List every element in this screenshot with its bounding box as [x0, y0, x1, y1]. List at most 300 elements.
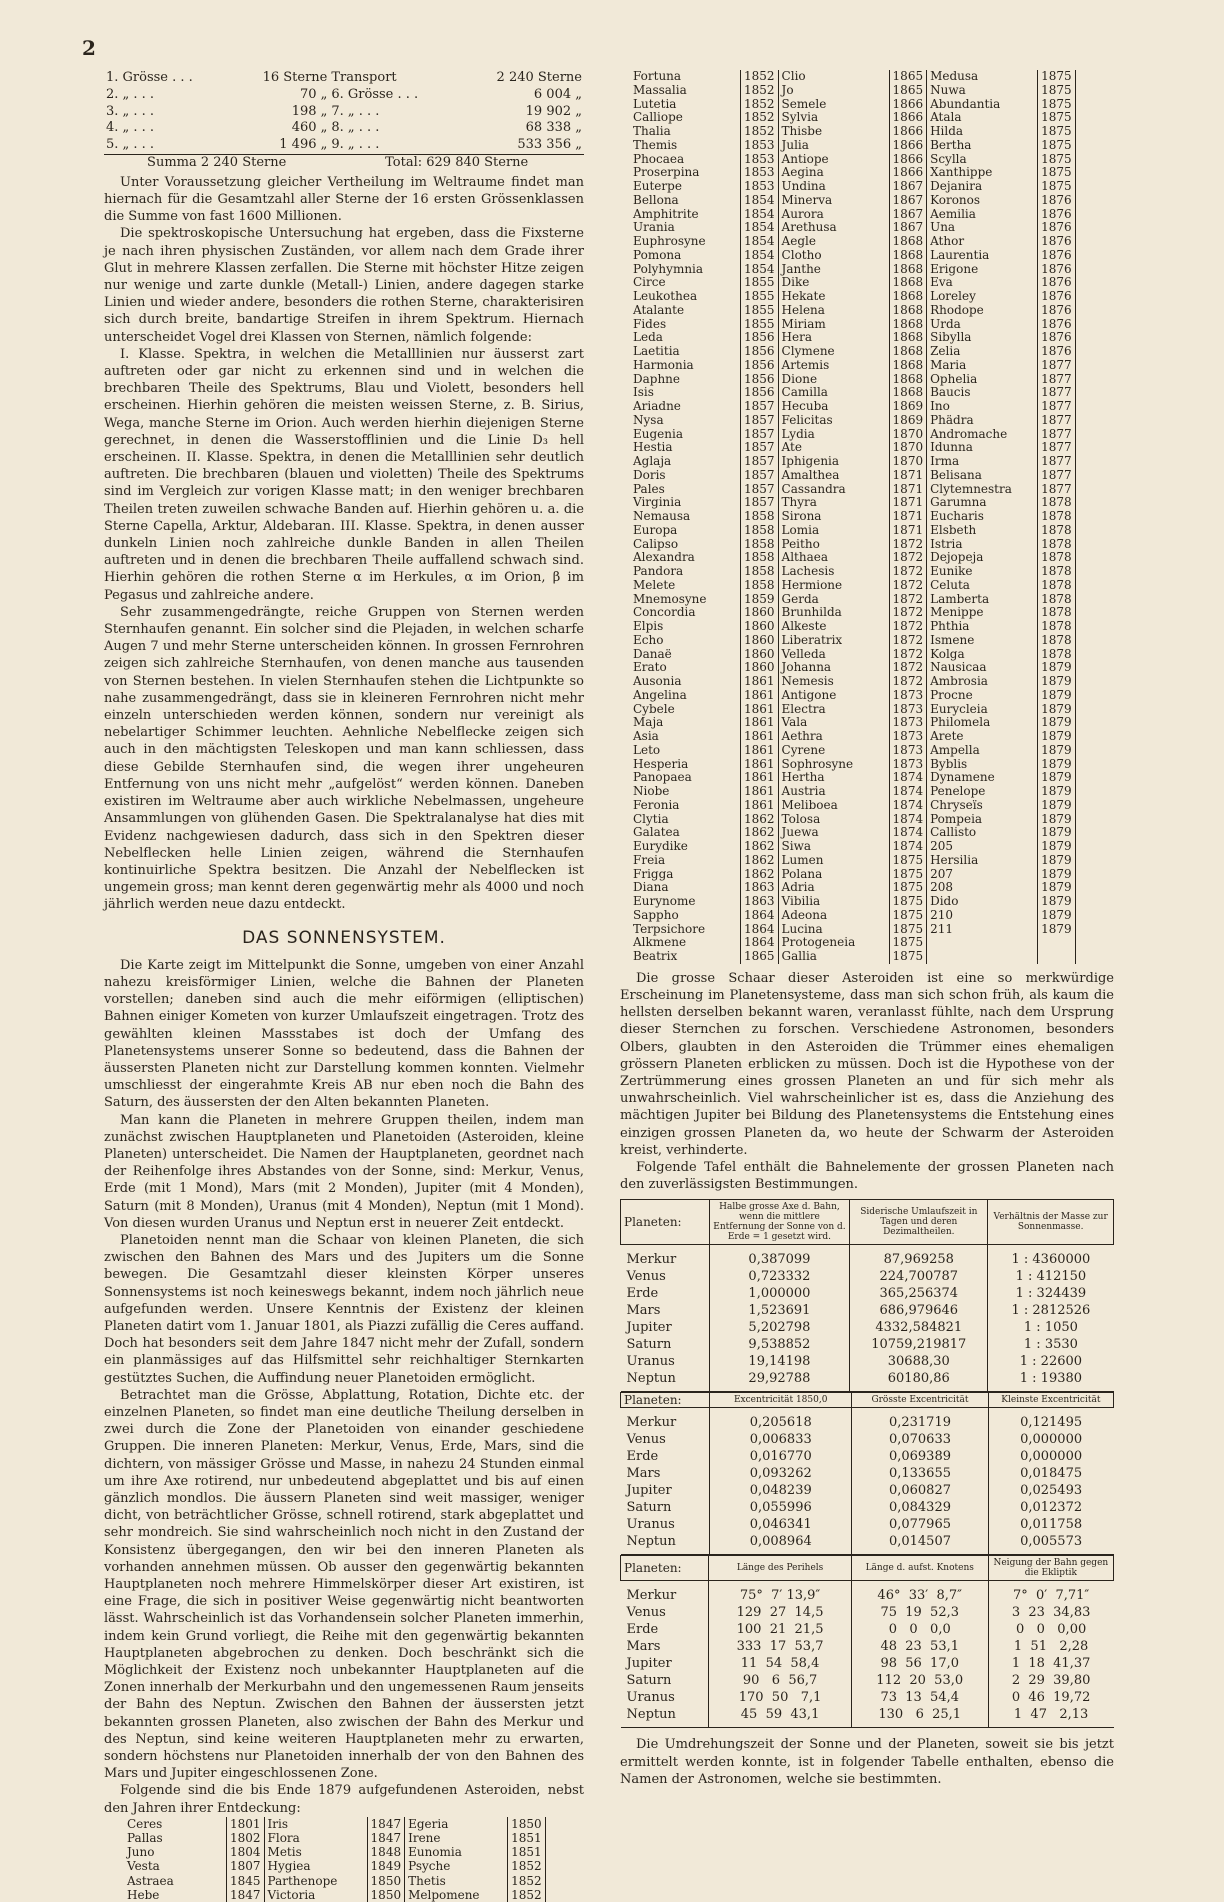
- asteroid-year: 1861: [741, 730, 779, 744]
- asteroid-name: Pales: [633, 481, 665, 496]
- planet-name: Erde: [626, 1622, 659, 1638]
- table-value: 1 47 2,13: [988, 1706, 1113, 1728]
- asteroid-year: 1867: [889, 221, 927, 235]
- asteroid-year: 1876: [1038, 318, 1076, 332]
- asteroid-name: Diana: [633, 880, 669, 895]
- asteroid-row: [630, 661, 1075, 675]
- solar-system-text: [104, 957, 584, 1817]
- asteroid-name: Garumna: [930, 495, 987, 510]
- asteroid-name: Calipso: [633, 536, 679, 551]
- asteroid-name: Semele: [781, 96, 827, 111]
- asteroid-year: 1879: [1038, 909, 1076, 923]
- magnitude-cell: 19 902 „: [525, 103, 582, 119]
- asteroid-row: [630, 854, 1075, 868]
- asteroid-year: 1879: [1038, 881, 1076, 895]
- table-value: 0,000000: [988, 1431, 1113, 1448]
- asteroid-name: Bertha: [930, 137, 972, 152]
- asteroid-year: 1855: [741, 304, 779, 318]
- asteroid-name: 211: [930, 921, 953, 936]
- asteroid-row: [630, 551, 1075, 565]
- asteroid-year: 1852: [741, 125, 779, 139]
- asteroid-row: [630, 813, 1075, 827]
- asteroid-row: [630, 634, 1075, 648]
- asteroid-name: Ausonia: [633, 674, 682, 688]
- asteroid-name: Echo: [633, 632, 664, 647]
- asteroid-year: 1868: [889, 304, 927, 318]
- asteroid-year: 1850: [367, 1888, 405, 1902]
- asteroid-name: Leto: [633, 742, 661, 757]
- asteroid-name: Ino: [930, 399, 950, 413]
- asteroid-name: Lutetia: [633, 96, 677, 111]
- asteroid-year: 1877: [1038, 359, 1076, 373]
- table-value: 10759,219817: [850, 1336, 988, 1353]
- asteroid-year: 1874: [889, 840, 927, 854]
- table-value: 29,92788: [709, 1370, 850, 1392]
- magnitude-sum: Summa 2 240 Sterne: [104, 154, 329, 171]
- asteroid-name: Laetitia: [633, 344, 680, 358]
- asteroid-year: 1860: [741, 620, 779, 634]
- asteroid-year: 1852: [741, 84, 779, 98]
- table-value: 1 : 4360000: [988, 1245, 1114, 1269]
- asteroid-name: Thalia: [633, 124, 671, 138]
- asteroid-year: 1871: [889, 496, 927, 510]
- table-row: [621, 1285, 1114, 1302]
- magnitude-cell: 5. „ . . .: [106, 137, 155, 153]
- asteroid-year: 1875: [1038, 180, 1076, 194]
- table-value: 0,231719: [852, 1408, 988, 1432]
- asteroid-year: 1876: [1038, 221, 1076, 235]
- asteroid-name: Fides: [633, 316, 667, 331]
- asteroid-name: Byblis: [930, 756, 968, 771]
- asteroid-name: Thisbe: [781, 124, 823, 138]
- table-value: 0,005573: [988, 1533, 1113, 1555]
- table-value: 0,205618: [710, 1408, 852, 1432]
- table-row: [621, 1302, 1114, 1319]
- asteroid-year: 1873: [889, 689, 927, 703]
- asteroid-year: 1871: [889, 469, 927, 483]
- asteroid-year: 1878: [1038, 593, 1076, 607]
- asteroid-name: Liberatrix: [781, 632, 843, 647]
- asteroid-name: Phädra: [930, 412, 974, 427]
- planet-name: Jupiter: [626, 1656, 672, 1672]
- asteroid-year: 1873: [889, 758, 927, 772]
- asteroid-year: 1868: [889, 290, 927, 304]
- asteroid-year: 1868: [889, 345, 927, 359]
- asteroid-name: Phthia: [930, 619, 970, 633]
- asteroid-year: 1869: [889, 414, 927, 428]
- table-value: 0,055996: [710, 1499, 852, 1516]
- asteroid-name: Baucis: [930, 385, 971, 400]
- asteroid-name: Ceres: [127, 1816, 163, 1831]
- magnitude-cell: 2. „ . . .: [106, 86, 155, 102]
- asteroid-name: Massalia: [633, 82, 687, 97]
- magnitude-cell: 3. „ . . .: [106, 103, 155, 119]
- table-header: Neigung der Bahn gegen die Ekliptik: [988, 1556, 1113, 1581]
- table-value: 0,070633: [852, 1431, 988, 1448]
- asteroid-year: 1878: [1038, 538, 1076, 552]
- asteroid-year: 1861: [741, 716, 779, 730]
- asteroid-name: Gallia: [781, 949, 817, 963]
- magnitude-cell: 460 „: [291, 120, 328, 136]
- paragraph: Man kann die Planeten in mehrere Gruppen theilen, indem man zunächst zwischen Hauptplaneten und Planetoiden (Asteroiden, kleine Planeten) unterscheidet. Die Namen der Hauptplaneten, geordnet nach der Reihenfolge ihres Abstandes von der Sonne, sind: Merkur, Venus, Erde (mit 1 Mond), Mars (mit 2 Monden), Jupiter (mit 4 Monden), Saturn (mit 8 Monden), Uranus (mit 4 Monden), Neptun (mit 1 Mond). Von diesen wurden Uranus und Neptun erst in neuerer Zeit entdeckt.: [104, 1112, 584, 1231]
- asteroid-name: Helena: [781, 302, 825, 317]
- asteroid-row: [630, 194, 1075, 208]
- asteroid-name: Angelina: [633, 687, 687, 702]
- asteroid-year: 1876: [1038, 331, 1076, 345]
- table-value: 98 56 17,0: [851, 1655, 988, 1672]
- table-value: 0,060827: [852, 1482, 988, 1499]
- table-header: Planeten:: [621, 1200, 710, 1245]
- magnitude-cell: Transport: [331, 70, 397, 85]
- asteroid-year: 1802: [227, 1831, 265, 1845]
- asteroid-year: 1871: [889, 483, 927, 497]
- asteroid-year: 1857: [741, 469, 779, 483]
- table-value: 11 54 58,4: [709, 1655, 851, 1672]
- asteroid-year: 1870: [889, 455, 927, 469]
- paragraph: Sehr zusammengedrängte, reiche Gruppen von Sternen werden Sternhaufen genannt. Ein solcher sind die Plejaden, in welchen scharfe Augen 7 und mehr Sterne unterscheiden können. In grossen Fernrohren zeigen sich zahlreiche Sternhaufen, von denen manche aus tausenden von Sternen bestehen. In vielen Sternhaufen stehen die Lichtpunkte so nahe zusammengedrängt, dass sie in kleineren Fernrohren nicht mehr einzeln unterschieden werden können, sondern nur vereinigt als nebelartiger Schimmer leuchten. Aehnliche Nebelflecke zeigen sich auch in den mächtigsten Teleskopen und man kann schliessen, dass diese Gebilde Sternhaufen sind, die wegen ihrer ungeheuren Entfernung von uns nicht mehr „aufgelöst“ werden können. Daneben existiren im Weltraume aber auch wirkliche Nebelmassen, ungeheure Ansammlungen von glühenden Gasen. Die Spektralanalyse hat dies mit Evidenz nachgewiesen dadurch, dass sich in den Spektren dieser Nebelflecken helle Linien zeigen, während die Sternhaufen kontinuirliche Spektra besitzen. Die Anzahl der Nebelflecken ist ungemein gross; man kennt deren gegenwärtig mehr als 4000 und noch jährlich werden neue dazu entdeckt.: [104, 604, 584, 913]
- asteroid-year: 1861: [741, 799, 779, 813]
- asteroid-year: 1851: [508, 1845, 546, 1859]
- asteroid-year: 1858: [741, 538, 779, 552]
- asteroid-row: [630, 826, 1075, 840]
- asteroid-row: [630, 950, 1075, 964]
- asteroid-row: [630, 414, 1075, 428]
- asteroid-year: 1879: [1038, 758, 1076, 772]
- asteroid-year: 1858: [741, 551, 779, 565]
- asteroid-year: 1854: [741, 249, 779, 263]
- table-row: [621, 1689, 1114, 1706]
- asteroid-year: 1879: [1038, 868, 1076, 882]
- asteroid-year: 1855: [741, 318, 779, 332]
- asteroid-year: 1850: [508, 1817, 546, 1831]
- asteroid-name: Circe: [633, 275, 666, 290]
- asteroid-name: Phocaea: [633, 151, 685, 166]
- asteroid-name: Calliope: [633, 110, 683, 125]
- asteroid-name: Johanna: [781, 660, 832, 675]
- asteroid-year: 1868: [889, 249, 927, 263]
- asteroid-name: Euterpe: [633, 179, 682, 193]
- asteroid-name: Harmonia: [633, 357, 694, 372]
- asteroid-row: [630, 331, 1075, 345]
- asteroid-year: 1876: [1038, 249, 1076, 263]
- asteroid-row: [630, 730, 1075, 744]
- asteroid-origin-text: [620, 970, 1114, 1194]
- asteroid-year: 1879: [1038, 716, 1076, 730]
- asteroid-name: Melete: [633, 577, 676, 592]
- asteroid-name: Pompeia: [930, 811, 983, 826]
- asteroid-name: Dido: [930, 894, 959, 908]
- asteroid-year: 1876: [1038, 290, 1076, 304]
- asteroid-name: Hestia: [633, 440, 673, 455]
- table-value: 1 51 2,28: [988, 1638, 1113, 1655]
- asteroid-year: 1876: [1038, 263, 1076, 277]
- table-value: 73 13 54,4: [851, 1689, 988, 1706]
- table-value: 0,723332: [709, 1268, 850, 1285]
- asteroid-name: Loreley: [930, 289, 976, 303]
- asteroid-name: Euphrosyne: [633, 234, 706, 248]
- asteroid-name: Danaë: [633, 646, 672, 661]
- asteroid-year: 1860: [741, 648, 779, 662]
- table-value: 0,008964: [710, 1533, 852, 1555]
- asteroid-year: 1878: [1038, 620, 1076, 634]
- table-row: [621, 1336, 1114, 1353]
- asteroid-name: Procne: [930, 687, 973, 702]
- asteroid-name: Leda: [633, 330, 663, 345]
- asteroid-name: [927, 936, 1038, 950]
- magnitude-row: [104, 104, 584, 121]
- asteroid-name: Erigone: [930, 261, 979, 276]
- asteroid-name: Nuwa: [930, 82, 966, 97]
- asteroid-name: Pallas: [127, 1831, 163, 1846]
- table-value: 1,523691: [709, 1302, 850, 1319]
- table-value: 0,133655: [852, 1465, 988, 1482]
- magnitude-cell: 198 „: [291, 103, 328, 119]
- planet-name: Mars: [626, 1639, 661, 1655]
- paragraph: I. Klasse. Spektra, in welchen die Metalllinien nur äusserst zart auftreten oder gar nicht zu erkennen sind und in welchen die brechbaren Theile des Spektrums, Blau und Violett, besonders hell erscheinen. Hierhin gehören die meisten weissen Sterne, z. B. Sirius, Wega, manche Sterne im Orion. Auch werden hierhin diejenigen Sterne gerechnet, in denen die Wasserstofflinien und die Linie D₃ hell erscheinen. II. Klasse. Spektra, in denen die Metalllinien sehr deutlich auftreten. Die brechbaren (blauen und violetten) Theile des Spektrums sind im Vergleich zur vorigen Klasse matt; in den weniger brechbaren Theilen treten zuweilen schwache Banden auf. Hierhin gehören u. a. die Sterne Capella, Arktur, Aldebaran. III. Klasse. Spektra, in denen ausser dunkeln Linien noch zahlreiche dunkle Banden in allen Theilen auftreten und in denen die brechbaren Theile auffallend schwach sind. Hierhin gehören die rothen Sterne α im Herkules, α im Orion, β im Pegasus und zahlreiche andere.: [104, 346, 584, 603]
- orbit-elements-table: [620, 1199, 1114, 1392]
- asteroid-year: 1869: [889, 400, 927, 414]
- asteroid-row: [124, 1859, 545, 1873]
- asteroid-year: 1874: [889, 813, 927, 827]
- asteroid-name: Dione: [781, 371, 818, 386]
- asteroid-name: Thetis: [408, 1873, 446, 1888]
- asteroid-year: 1864: [741, 936, 779, 950]
- asteroid-row: [630, 235, 1075, 249]
- asteroid-name: Polyhymnia: [633, 261, 704, 276]
- asteroid-name: Clymene: [781, 344, 835, 358]
- asteroid-name: Concordia: [633, 605, 696, 620]
- asteroid-name: Adeona: [781, 907, 828, 922]
- table-value: 19,14198: [709, 1353, 850, 1370]
- asteroid-name: Lomia: [781, 522, 820, 537]
- table-value: 1 : 22600: [988, 1353, 1114, 1370]
- asteroid-name: Clytemnestra: [930, 481, 1012, 496]
- magnitude-cell: 6. Grösse . . .: [331, 86, 419, 102]
- asteroid-year: 1875: [1038, 98, 1076, 112]
- magnitude-cell: 4. „ . . .: [106, 120, 155, 136]
- asteroid-name: Janthe: [781, 261, 821, 276]
- right-column: [620, 70, 1114, 1788]
- asteroid-row: [630, 524, 1075, 538]
- asteroid-name: Pomona: [633, 247, 682, 262]
- table-value: 0,387099: [709, 1245, 850, 1269]
- table-header: Grösste Excentricität: [852, 1393, 988, 1408]
- asteroid-name: Siwa: [781, 839, 812, 853]
- table-value: 365,256374: [850, 1285, 988, 1302]
- asteroid-name: Polana: [781, 866, 823, 881]
- asteroid-name: Psyche: [408, 1859, 451, 1874]
- asteroid-name: Urda: [930, 316, 961, 331]
- eccentricity-table: [620, 1392, 1114, 1555]
- table-value: 87,969258: [850, 1245, 988, 1269]
- asteroid-name: Alkmene: [633, 935, 687, 950]
- asteroid-row: [124, 1817, 545, 1831]
- asteroid-row: [630, 909, 1075, 923]
- asteroid-name: Idunna: [930, 440, 973, 455]
- asteroid-year: 1847: [367, 1831, 405, 1845]
- asteroid-name: Tolosa: [781, 811, 821, 826]
- table-value: 3 23 34,83: [988, 1604, 1113, 1621]
- asteroid-year: 1864: [741, 923, 779, 937]
- table-value: 75 19 52,3: [851, 1604, 988, 1621]
- asteroid-name: Velleda: [781, 646, 826, 661]
- table-header: Planeten:: [621, 1393, 710, 1408]
- asteroid-year: 1856: [741, 359, 779, 373]
- asteroid-row: [630, 840, 1075, 854]
- asteroid-year: 1879: [1038, 730, 1076, 744]
- asteroid-year: 1876: [1038, 235, 1076, 249]
- asteroid-year: 1857: [741, 400, 779, 414]
- table-value: 46° 33′ 8,7″: [851, 1581, 988, 1605]
- asteroid-year: 1807: [227, 1859, 265, 1873]
- asteroid-row: [630, 565, 1075, 579]
- asteroid-name: Ismene: [930, 632, 975, 647]
- asteroid-name: Julia: [781, 137, 809, 152]
- planet-name: Jupiter: [626, 1320, 672, 1336]
- asteroid-year: 1873: [889, 730, 927, 744]
- asteroid-name: Leukothea: [633, 289, 698, 303]
- asteroid-year: 1861: [741, 675, 779, 689]
- table-row: [621, 1448, 1114, 1465]
- asteroid-row: [630, 538, 1075, 552]
- asteroid-name: Dike: [781, 275, 810, 290]
- asteroid-name: Elpis: [633, 619, 664, 633]
- asteroid-name: Cassandra: [781, 481, 846, 496]
- asteroid-name: Sibylla: [930, 330, 972, 345]
- asteroid-year: 1848: [367, 1845, 405, 1859]
- asteroid-name: Lydia: [781, 426, 815, 441]
- table-value: 1 : 1050: [988, 1319, 1114, 1336]
- magnitude-row: [104, 87, 584, 104]
- asteroid-name: Freia: [633, 852, 666, 867]
- asteroid-name: Terpsichore: [633, 921, 706, 936]
- asteroid-row: [630, 648, 1075, 662]
- asteroid-name: Hermione: [781, 577, 843, 592]
- asteroid-year: 1875: [889, 950, 927, 964]
- asteroid-year: 1861: [741, 689, 779, 703]
- asteroid-year: 1850: [367, 1874, 405, 1888]
- asteroid-name: Sylvia: [781, 110, 819, 125]
- table-value: 0 0 0,00: [988, 1621, 1113, 1638]
- table-value: 0,077965: [852, 1516, 988, 1533]
- asteroid-year: 1872: [889, 593, 927, 607]
- asteroid-year: [1038, 936, 1076, 950]
- asteroid-year: 1878: [1038, 565, 1076, 579]
- asteroid-year: 1863: [741, 881, 779, 895]
- asteroid-year: 1873: [889, 703, 927, 717]
- asteroid-year: 1860: [741, 606, 779, 620]
- table-row: [621, 1638, 1114, 1655]
- asteroid-name: Kolga: [930, 646, 965, 661]
- table-value: 2 29 39,80: [988, 1672, 1113, 1689]
- asteroid-name: Nysa: [633, 412, 664, 427]
- asteroid-year: 1852: [508, 1859, 546, 1873]
- asteroid-row: [630, 593, 1075, 607]
- asteroid-name: Nausicaa: [930, 660, 987, 675]
- paragraph: Planetoiden nennt man die Schaar von kleinen Planeten, die sich zwischen den Bahnen des Mars und des Jupiters um die Sonne bewegen. Die Gesamtzahl dieser kleinsten Körper unseres Sonnensystems ist noch keineswegs bekannt, indem noch jährlich neue aufgefunden werden. Unsere Kenntnis der Existenz der kleinen Planeten datirt vom 1. Januar 1801, als Piazzi zufällig die Ceres auffand. Doch hat besonders seit dem Jahre 1847 nicht mehr der Zufall, sondern ein planmässiges auf das Hilfsmittel sehr reichhaltiger Sternkarten gestütztes Suchen, die Auffindung neuer Planetoiden ermöglicht.: [104, 1232, 584, 1386]
- planet-name: Uranus: [626, 1690, 675, 1706]
- asteroid-year: 1847: [227, 1888, 265, 1902]
- asteroid-row: [630, 400, 1075, 414]
- asteroid-row: [630, 70, 1075, 84]
- paragraph: Folgende sind die bis Ende 1879 aufgefundenen Asteroiden, nebst den Jahren ihrer Entdeckung:: [104, 1783, 584, 1816]
- asteroid-year: 1866: [889, 111, 927, 125]
- asteroid-year: 1877: [1038, 455, 1076, 469]
- table-value: 130 6 25,1: [851, 1706, 988, 1728]
- asteroid-year: 1874: [889, 826, 927, 840]
- table-row: [621, 1655, 1114, 1672]
- asteroid-name: Lumen: [781, 852, 824, 867]
- asteroid-year: 1857: [741, 483, 779, 497]
- asteroid-year: 1875: [889, 936, 927, 950]
- table-row: [621, 1581, 1114, 1605]
- table-row: [621, 1516, 1114, 1533]
- asteroid-year: 1874: [889, 771, 927, 785]
- asteroid-name: Feronia: [633, 797, 680, 812]
- asteroid-row: [630, 923, 1075, 937]
- asteroid-list-left: [124, 1817, 546, 1902]
- asteroid-year: 1861: [741, 785, 779, 799]
- planet-name: Jupiter: [626, 1483, 672, 1499]
- asteroid-name: Hertha: [781, 770, 825, 785]
- asteroid-name: Camilla: [781, 385, 828, 400]
- asteroid-year: 1875: [1038, 125, 1076, 139]
- asteroid-name: Penelope: [930, 784, 986, 798]
- asteroid-name: Celuta: [930, 577, 970, 592]
- paragraph: Unter Voraussetzung gleicher Vertheilung im Weltraume findet man hiernach für die Gesamtzahl aller Sterne der 16 ersten Grössenklassen die Summe von fast 1600 Millionen.: [104, 174, 584, 225]
- asteroid-row: [124, 1874, 545, 1888]
- asteroid-row: [630, 304, 1075, 318]
- table-header: Länge d. aufst. Knotens: [851, 1556, 988, 1581]
- asteroid-name: Menippe: [930, 605, 984, 620]
- asteroid-year: 1879: [1038, 895, 1076, 909]
- asteroid-year: 1879: [1038, 703, 1076, 717]
- asteroid-year: 1852: [741, 111, 779, 125]
- asteroid-name: Ampella: [930, 742, 980, 757]
- table-value: 0,006833: [710, 1431, 852, 1448]
- asteroid-row: [630, 208, 1075, 222]
- asteroid-name: Hygiea: [267, 1859, 311, 1874]
- table-value: 0 0 0,0: [851, 1621, 988, 1638]
- asteroid-year: 1868: [889, 276, 927, 290]
- asteroid-year: 1872: [889, 551, 927, 565]
- asteroid-year: 1860: [741, 634, 779, 648]
- stars-text: [104, 174, 584, 914]
- asteroid-year: 1868: [889, 235, 927, 249]
- asteroid-year: 1870: [889, 428, 927, 442]
- asteroid-year: 1875: [1038, 166, 1076, 180]
- asteroid-name: Eurynome: [633, 894, 696, 908]
- asteroid-year: 1856: [741, 373, 779, 387]
- table-value: 1 : 3530: [988, 1336, 1114, 1353]
- asteroid-row: [630, 263, 1075, 277]
- table-header: Länge des Perihels: [709, 1556, 851, 1581]
- asteroid-name: Jo: [781, 82, 794, 97]
- asteroid-row: [630, 373, 1075, 387]
- asteroid-year: 1877: [1038, 373, 1076, 387]
- asteroid-year: 1875: [889, 881, 927, 895]
- asteroid-year: 1865: [741, 950, 779, 964]
- asteroid-year: 1849: [367, 1859, 405, 1873]
- asteroid-row: [630, 276, 1075, 290]
- asteroid-name: Una: [930, 220, 956, 235]
- asteroid-name: Vala: [781, 715, 808, 730]
- table-value: 0 46 19,72: [988, 1689, 1113, 1706]
- asteroid-name: Atala: [930, 110, 962, 125]
- asteroid-year: 1847: [367, 1817, 405, 1831]
- asteroid-year: 1853: [741, 180, 779, 194]
- asteroid-name: Ate: [781, 440, 802, 455]
